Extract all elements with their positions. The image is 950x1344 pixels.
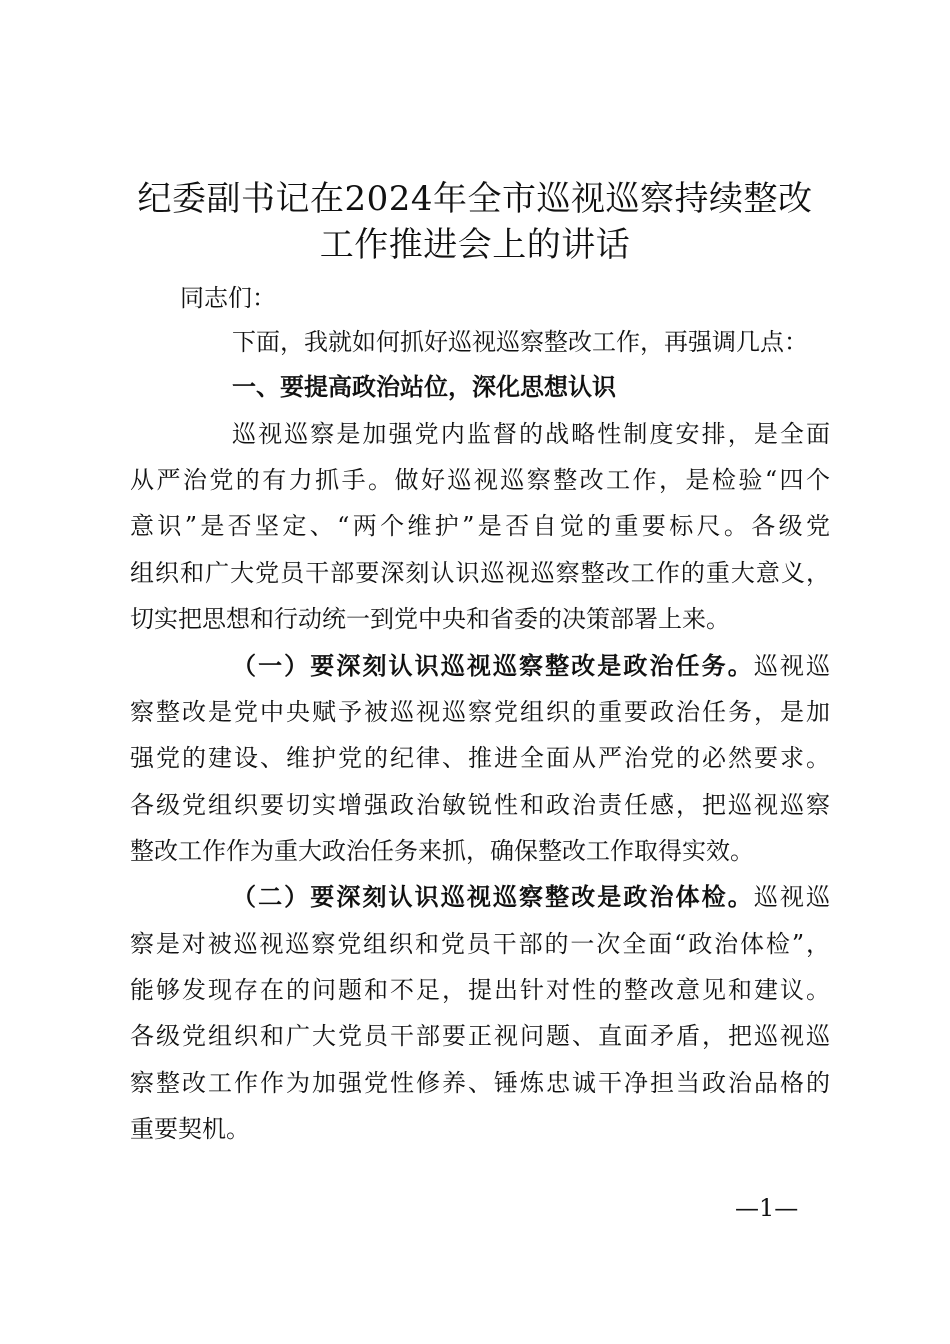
- title-line-2: 工作推进会上的讲话: [319, 225, 631, 265]
- subsection-2-lead: 巡视巡: [753, 883, 831, 911]
- paragraph-line: 组织和广大党员干部要深刻认识巡视巡察整改工作的重大意义，: [130, 559, 830, 587]
- title-line-1: 纪委副书记在2024年全市巡视巡察持续整改: [137, 179, 813, 219]
- paragraph-line: 重要契机。: [130, 1115, 250, 1143]
- paragraph-line: 巡视巡察是加强党内监督的战略性制度安排，是全面: [232, 420, 830, 448]
- subsection-1-heading: （一）要深刻认识巡视巡察整改是政治任务。: [232, 651, 754, 680]
- paragraph-line: 察整改是党中央赋予被巡视巡察党组织的重要政治任务，是加: [130, 698, 830, 726]
- subsection-1-lead: 巡视巡: [753, 652, 831, 680]
- subsection-1-first-line: [232, 648, 830, 684]
- salutation: 同志们：: [180, 284, 276, 312]
- paragraph-line: 各级党组织要切实增强政治敏锐性和政治责任感，把巡视巡察: [130, 791, 830, 819]
- paragraph-line: 意识”是否坚定、“两个维护”是否自觉的重要标尺。各级党: [130, 512, 830, 540]
- paragraph-line: 从严治党的有力抓手。做好巡视巡察整改工作，是检验“四个: [130, 466, 830, 494]
- section-1-heading: 一、要提高政治站位，深化思想认识: [232, 373, 616, 401]
- paragraph-line: 察整改工作作为加强党性修养、锤炼忠诚干净担当政治品格的: [130, 1069, 830, 1097]
- paragraph-line: 各级党组织和广大党员干部要正视问题、直面矛盾，把巡视巡: [130, 1022, 830, 1050]
- paragraph-line: 切实把思想和行动统一到党中央和省委的决策部署上来。: [130, 605, 730, 633]
- intro-paragraph: 下面，我就如何抓好巡视巡察整改工作，再强调几点：: [232, 328, 808, 356]
- subsection-2-heading: （二）要深刻认识巡视巡察整改是政治体检。: [232, 882, 754, 911]
- page-number: —1—: [735, 1194, 799, 1222]
- paragraph-line: 能够发现存在的问题和不足，提出针对性的整改意见和建议。: [130, 976, 830, 1004]
- paragraph-line: 整改工作作为重大政治任务来抓，确保整改工作取得实效。: [130, 837, 754, 865]
- paragraph-line: 察是对被巡视巡察党组织和党员干部的一次全面“政治体检”，: [130, 930, 830, 958]
- paragraph-line: 强党的建设、维护党的纪律、推进全面从严治党的必然要求。: [130, 744, 830, 772]
- subsection-2-first-line: [232, 879, 830, 915]
